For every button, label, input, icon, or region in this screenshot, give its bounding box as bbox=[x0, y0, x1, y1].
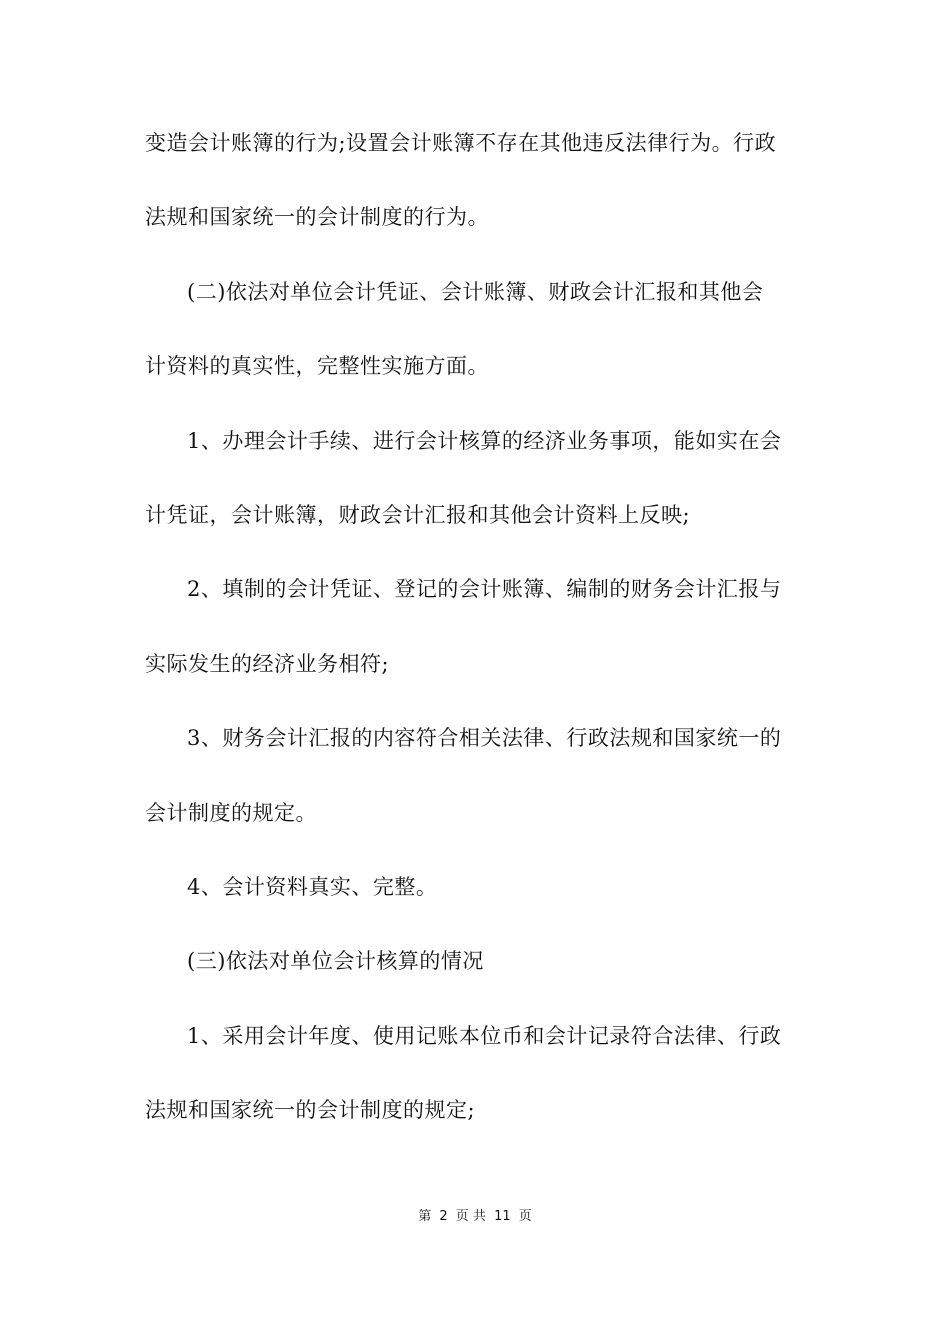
footer-middle: 页 共 bbox=[455, 1209, 486, 1224]
text-line-13: 1、采用会计年度、使用记账本位币和会计记录符合法律、行政 bbox=[187, 1024, 782, 1048]
footer-current-page: 2 bbox=[439, 1209, 448, 1224]
text-line-11: 4、会计资料真实、完整。 bbox=[187, 875, 438, 899]
text-line-8: 实际发生的经济业务相符; bbox=[145, 652, 390, 676]
text-line-3: (二)依法对单位会计凭证、会计账簿、财政会计汇报和其他会 bbox=[187, 280, 764, 304]
text-line-2: 法规和国家统一的会计制度的行为。 bbox=[145, 205, 489, 229]
text-line-5: 1、办理会计手续、进行会计核算的经济业务事项，能如实在会 bbox=[187, 429, 782, 453]
text-line-4: 计资料的真实性，完整性实施方面。 bbox=[145, 354, 489, 378]
page-footer bbox=[0, 1207, 950, 1227]
footer-total-pages: 11 bbox=[494, 1209, 511, 1224]
text-line-10: 会计制度的规定。 bbox=[145, 801, 317, 825]
footer-prefix: 第 bbox=[418, 1209, 432, 1224]
text-line-1: 变造会计账簿的行为;设置会计账簿不存在其他违反法律行为。行政 bbox=[145, 131, 777, 155]
text-line-7: 2、填制的会计凭证、登记的会计账簿、编制的财务会计汇报与 bbox=[187, 577, 782, 601]
text-line-9: 3、财务会计汇报的内容符合相关法律、行政法规和国家统一的 bbox=[187, 726, 782, 750]
text-line-12: (三)依法对单位会计核算的情况 bbox=[187, 949, 484, 973]
text-line-14: 法规和国家统一的会计制度的规定; bbox=[145, 1098, 476, 1122]
text-line-6: 计凭证，会计账簿，财政会计汇报和其他会计资料上反映; bbox=[145, 503, 691, 527]
footer-suffix: 页 bbox=[518, 1209, 532, 1224]
